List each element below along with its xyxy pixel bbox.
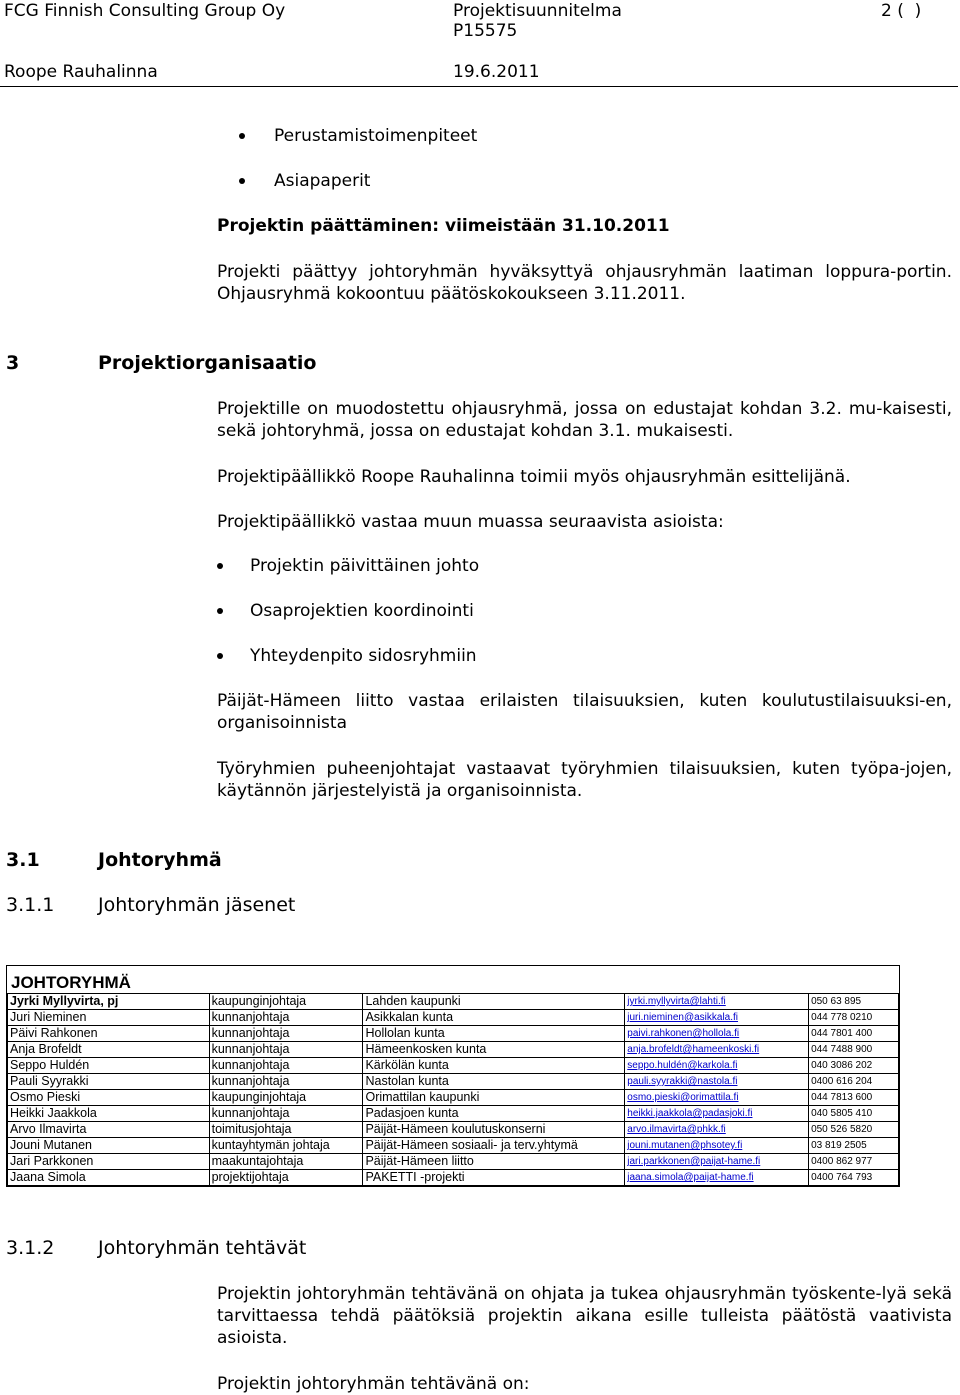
member-email[interactable]: anja.brofeldt@hameenkoski.fi	[625, 1042, 809, 1058]
header-doc-type: Projektisuunnitelma	[453, 1, 622, 21]
member-organization: Asikkalan kunta	[363, 1010, 625, 1026]
org-paragraph: Projektipäällikkö vastaa muun muassa seuraavista asioista:	[217, 512, 724, 532]
header-rule	[0, 86, 958, 87]
header-date: 19.6.2011	[453, 62, 540, 82]
list-item: Yhteydenpito sidosryhmiin	[250, 646, 477, 666]
list-item: Projektin päivittäinen johto	[250, 556, 480, 576]
section-title: Projektiorganisaatio	[98, 352, 317, 374]
member-organization: Hollolan kunta	[363, 1026, 625, 1042]
member-role: kunnanjohtaja	[209, 1058, 363, 1074]
bullet-icon	[217, 608, 223, 614]
member-email[interactable]: osmo.pieski@orimattila.fi	[625, 1090, 809, 1106]
member-role: maakuntajohtaja	[209, 1154, 363, 1170]
end-paragraph: Projekti päättyy johtoryhmän hyväksyttyä ohjausryhmän laatiman loppura-portin. Ohjausryhmä kokoontuu päätöskokoukseen 3.11.2011.	[217, 262, 952, 304]
section-number: 3	[6, 352, 20, 374]
table-row	[8, 1074, 899, 1090]
member-name: Seppo Huldén	[8, 1058, 210, 1074]
member-organization: Kärkölän kunta	[363, 1058, 625, 1074]
table-row	[8, 1090, 899, 1106]
member-name: Jouni Mutanen	[8, 1138, 210, 1154]
table-row	[8, 1138, 899, 1154]
member-phone: 040 5805 410	[809, 1106, 899, 1122]
members-table-title: JOHTORYHMÄ	[11, 973, 131, 992]
member-phone: 044 7801 400	[809, 1026, 899, 1042]
list-item: Osaprojektien koordinointi	[250, 601, 474, 621]
member-organization: Lahden kaupunki	[363, 994, 625, 1010]
member-organization: Orimattilan kaupunki	[363, 1090, 625, 1106]
bullet-icon	[239, 133, 245, 139]
members-table	[7, 993, 899, 1186]
member-role: kaupunginjohtaja	[209, 1090, 363, 1106]
header-author: Roope Rauhalinna	[4, 62, 158, 82]
header-company: FCG Finnish Consulting Group Oy	[4, 1, 286, 21]
bullet-icon	[239, 178, 245, 184]
member-role: kunnanjohtaja	[209, 1074, 363, 1090]
member-email[interactable]: jouni.mutanen@phsotey.fi	[625, 1138, 809, 1154]
org-paragraph: Projektille on muodostettu ohjausryhmä, jossa on edustajat kohdan 3.2. mu-kaisesti, sekä johtoryhmä, jossa on edustajat kohdan 3.1. mukaisesti.	[217, 399, 952, 441]
org-paragraph: Päijät-Hämeen liitto vastaa erilaisten tilaisuuksien, kuten koulutustilaisuuksi-en, organisoinnista	[217, 691, 952, 733]
member-role: toimitusjohtaja	[209, 1122, 363, 1138]
member-role: kaupunginjohtaja	[209, 994, 363, 1010]
member-phone: 044 7488 900	[809, 1042, 899, 1058]
member-name: Pauli Syyrakki	[8, 1074, 210, 1090]
bullet-icon	[217, 563, 223, 569]
header-page-number: 2 ( )	[881, 1, 922, 21]
header-project-number: P15575	[453, 21, 518, 41]
list-item: Perustamistoimenpiteet	[274, 126, 478, 146]
member-phone: 0400 862 977	[809, 1154, 899, 1170]
table-row	[8, 1010, 899, 1026]
member-role: kunnanjohtaja	[209, 1042, 363, 1058]
member-email[interactable]: arvo.ilmavirta@phkk.fi	[625, 1122, 809, 1138]
subsubsection-number: 3.1.1	[6, 894, 55, 916]
subsection-title: Johtoryhmä	[98, 849, 222, 871]
table-row	[8, 1026, 899, 1042]
member-phone: 040 3086 202	[809, 1058, 899, 1074]
tasks-paragraph: Projektin johtoryhmän tehtävänä on ohjata ja tukea ohjausryhmän työskente-lyä sekä tarvittaessa tehdä päätöksiä projektin aikana esille tulleista päätöstä vaativista asioista.	[217, 1284, 952, 1348]
list-item: Asiapaperit	[274, 171, 371, 191]
member-email[interactable]: seppo.huldén@karkola.fi	[625, 1058, 809, 1074]
member-phone: 0400 764 793	[809, 1170, 899, 1186]
member-role: kunnanjohtaja	[209, 1106, 363, 1122]
member-email[interactable]: juri.nieminen@asikkala.fi	[625, 1010, 809, 1026]
members-table-frame	[6, 965, 900, 1187]
member-name: Anja Brofeldt	[8, 1042, 210, 1058]
member-role: projektijohtaja	[209, 1170, 363, 1186]
tasks-paragraph: Projektin johtoryhmän tehtävänä on:	[217, 1374, 530, 1394]
member-organization: Päijät-Hämeen liitto	[363, 1154, 625, 1170]
table-row	[8, 994, 899, 1010]
member-phone: 044 778 0210	[809, 1010, 899, 1026]
member-name: Jaana Simola	[8, 1170, 210, 1186]
member-organization: Padasjoen kunta	[363, 1106, 625, 1122]
org-paragraph: Työryhmien puheenjohtajat vastaavat työryhmien tilaisuuksien, kuten työpa-jojen, käytännön järjestelyistä ja organisoinnista.	[217, 759, 952, 801]
member-name: Juri Nieminen	[8, 1010, 210, 1026]
member-phone: 03 819 2505	[809, 1138, 899, 1154]
member-name: Arvo Ilmavirta	[8, 1122, 210, 1138]
member-phone: 050 526 5820	[809, 1122, 899, 1138]
table-row	[8, 1122, 899, 1138]
member-email[interactable]: jyrki.myllyvirta@lahti.fi	[625, 994, 809, 1010]
table-row	[8, 1154, 899, 1170]
member-name: Jyrki Myllyvirta, pj	[8, 994, 210, 1010]
member-role: kunnanjohtaja	[209, 1010, 363, 1026]
subsection-number: 3.1	[6, 849, 40, 871]
member-email[interactable]: pauli.syyrakki@nastola.fi	[625, 1074, 809, 1090]
member-email[interactable]: jaana.simola@paijat-hame.fi	[625, 1170, 809, 1186]
member-phone: 044 7813 600	[809, 1090, 899, 1106]
member-organization: PAKETTI -projekti	[363, 1170, 625, 1186]
member-name: Päivi Rahkonen	[8, 1026, 210, 1042]
member-email[interactable]: heikki.jaakkola@padasjoki.fi	[625, 1106, 809, 1122]
subsubsection-title: Johtoryhmän jäsenet	[98, 894, 296, 916]
org-paragraph: Projektipäällikkö Roope Rauhalinna toimii myös ohjausryhmän esittelijänä.	[217, 467, 851, 487]
end-heading: Projektin päättäminen: viimeistään 31.10.2011	[217, 216, 670, 236]
subsubsection-title: Johtoryhmän tehtävät	[98, 1237, 307, 1259]
member-organization: Päijät-Hämeen koulutuskonserni	[363, 1122, 625, 1138]
table-row	[8, 1042, 899, 1058]
subsubsection-number: 3.1.2	[6, 1237, 55, 1259]
member-name: Jari Parkkonen	[8, 1154, 210, 1170]
member-organization: Nastolan kunta	[363, 1074, 625, 1090]
member-organization: Hämeenkosken kunta	[363, 1042, 625, 1058]
bullet-icon	[217, 653, 223, 659]
table-row	[8, 1106, 899, 1122]
member-email[interactable]: paivi.rahkonen@hollola.fi	[625, 1026, 809, 1042]
member-role: kunnanjohtaja	[209, 1026, 363, 1042]
member-email[interactable]: jari.parkkonen@paijat-hame.fi	[625, 1154, 809, 1170]
member-name: Heikki Jaakkola	[8, 1106, 210, 1122]
member-name: Osmo Pieski	[8, 1090, 210, 1106]
member-phone: 050 63 895	[809, 994, 899, 1010]
table-row	[8, 1058, 899, 1074]
table-row	[8, 1170, 899, 1186]
member-organization: Päijät-Hämeen sosiaali- ja terv.yhtymä	[363, 1138, 625, 1154]
member-role: kuntayhtymän johtaja	[209, 1138, 363, 1154]
member-phone: 0400 616 204	[809, 1074, 899, 1090]
